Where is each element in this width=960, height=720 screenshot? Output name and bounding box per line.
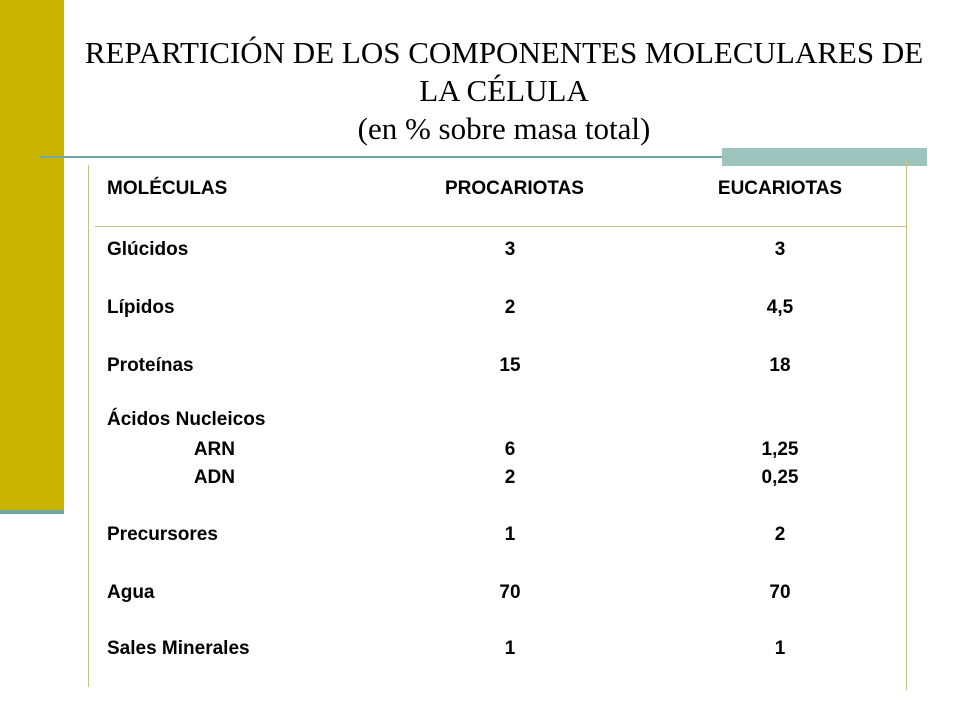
cell-adn-prokaryotes: 2 <box>504 467 516 488</box>
row-label-arn: ARN <box>193 439 235 460</box>
cell-proteinas-eukaryotes: 18 <box>769 355 791 376</box>
cell-proteinas-prokaryotes: 15 <box>499 355 521 376</box>
row-label-sales-minerales: Sales Minerales <box>107 638 250 659</box>
cell-arn-eukaryotes: 1,25 <box>761 439 799 460</box>
header-molecules: MOLÉCULAS <box>107 178 228 199</box>
row-label-agua: Agua <box>107 582 155 603</box>
title-line-2: LA CÉLULA <box>419 73 589 108</box>
cell-precursores-eukaryotes: 2 <box>774 524 786 545</box>
cell-precursores-prokaryotes: 1 <box>504 524 516 545</box>
cell-sales-eukaryotes: 1 <box>774 638 786 659</box>
header-eukaryotes: EUCARIOTAS <box>717 178 843 199</box>
title-line-3: (en % sobre masa total) <box>357 111 651 146</box>
cell-sales-prokaryotes: 1 <box>504 638 516 659</box>
cell-arn-prokaryotes: 6 <box>504 439 516 460</box>
header-prokaryotes: PROCARIOTAS <box>445 178 584 199</box>
row-label-acidos-nucleicos: Ácidos Nucleicos <box>107 409 266 430</box>
row-label-glucidos: Glúcidos <box>107 239 189 260</box>
title-line-1: REPARTICIÓN DE LOS COMPONENTES MOLECULARES DE <box>84 35 924 70</box>
cell-glucidos-eukaryotes: 3 <box>774 239 786 260</box>
row-label-precursores: Precursores <box>107 524 218 545</box>
cell-lipidos-prokaryotes: 2 <box>504 297 516 318</box>
cell-agua-prokaryotes: 70 <box>499 582 521 603</box>
row-label-lipidos: Lípidos <box>107 297 175 318</box>
cell-glucidos-prokaryotes: 3 <box>504 239 516 260</box>
row-label-adn: ADN <box>193 467 235 488</box>
cell-adn-eukaryotes: 0,25 <box>761 467 799 488</box>
cell-lipidos-eukaryotes: 4,5 <box>766 297 794 318</box>
row-label-proteinas: Proteínas <box>107 355 194 376</box>
cell-agua-eukaryotes: 70 <box>769 582 791 603</box>
